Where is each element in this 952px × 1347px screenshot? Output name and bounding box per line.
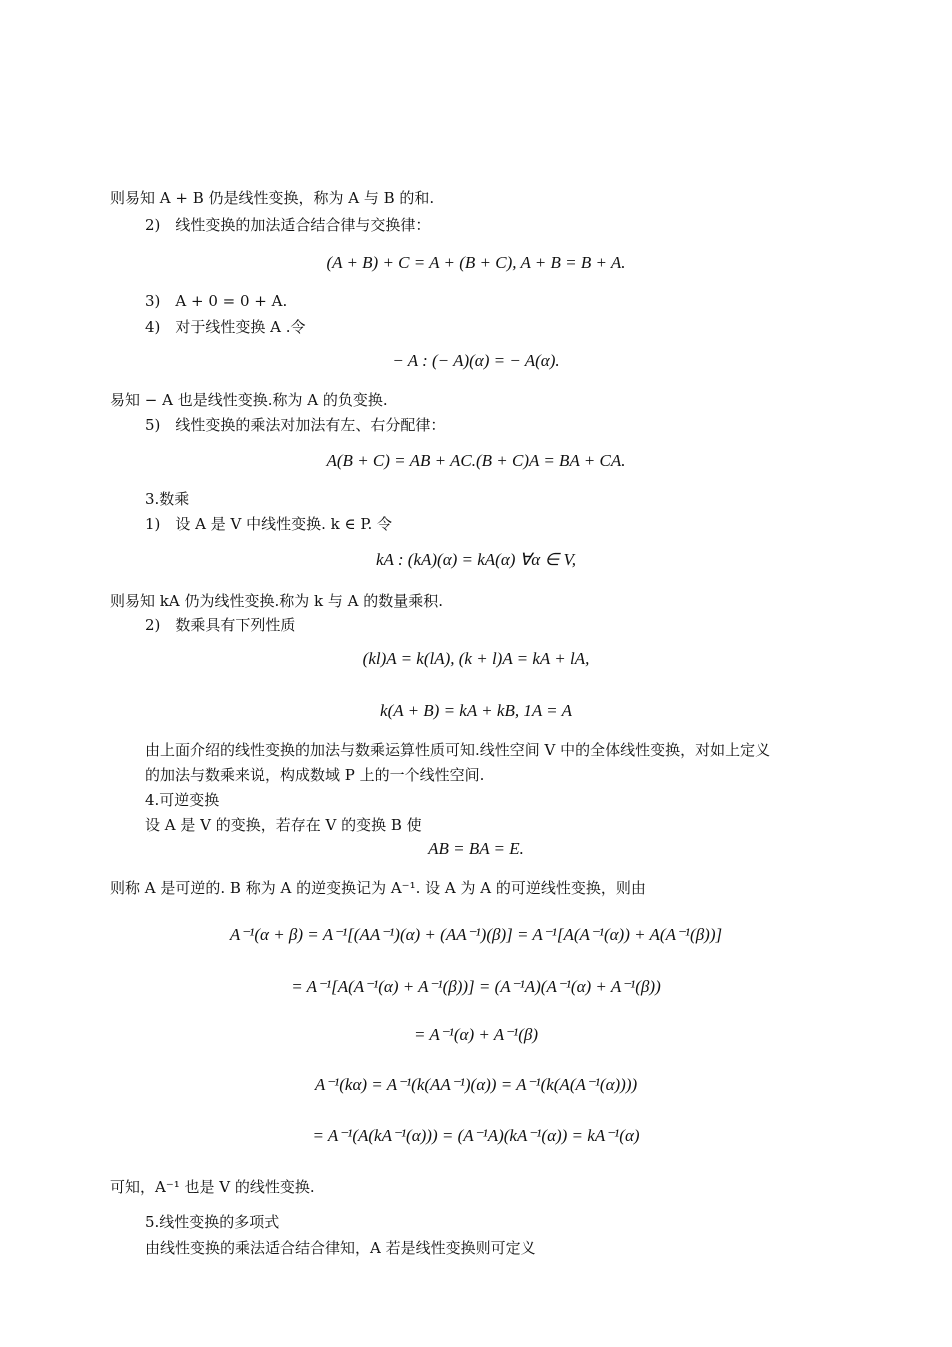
- section-heading: 4.可逆变换: [145, 791, 220, 809]
- text-line: 则易知 A + B 仍是线性变换，称为 A 与 B 的和.: [110, 189, 435, 207]
- equation: A(B + C) = AB + AC.(B + C)A = BA + CA.: [326, 451, 626, 470]
- text-line: 可知，A⁻¹ 也是 V 的线性变换.: [110, 1178, 315, 1196]
- text-line: 的加法与数乘来说，构成数域 P 上的一个线性空间.: [145, 766, 485, 784]
- text-line: 则称 A 是可逆的. B 称为 A 的逆变换记为 A⁻¹. 设 A 为 A 的可逆线性变换，则由: [110, 879, 646, 897]
- equation: A⁻¹(α + β) = A⁻¹[(AA⁻¹)(α) + (AA⁻¹)(β)] = A⁻¹[A(A⁻¹(α)) + A(A⁻¹(β))]: [229, 925, 723, 944]
- text-line: 4) 对于线性变换 A .令: [145, 318, 306, 336]
- text-line: 由线性变换的乘法适合结合律知，A 若是线性变换则可定义: [145, 1239, 536, 1257]
- equation: kA : (kA)(α) = kA(α) ∀α ∈ V,: [376, 550, 576, 569]
- equation: (kl)A = k(lA), (k + l)A = kA + lA,: [362, 649, 590, 668]
- section-heading: 3.数乘: [145, 490, 190, 508]
- text-line: 由上面介绍的线性变换的加法与数乘运算性质可知.线性空间 V 中的全体线性变换，对如上定义: [145, 741, 771, 759]
- text-line: 5) 线性变换的乘法对加法有左、右分配律：: [145, 416, 446, 434]
- text-line: 则易知 kA 仍为线性变换.称为 k 与 A 的数量乘积.: [110, 592, 443, 610]
- text-line: 3) A + 0 = 0 + A.: [145, 292, 288, 310]
- equation: (A + B) + C = A + (B + C), A + B = B + A.: [326, 253, 626, 272]
- equation: AB = BA = E.: [428, 839, 524, 858]
- equation: − A : (− A)(α) = − A(α).: [392, 351, 560, 370]
- section-heading: 5.线性变换的多项式: [145, 1213, 280, 1231]
- equation: A⁻¹(kα) = A⁻¹(k(AA⁻¹)(α)) = A⁻¹(k(A(A⁻¹(α)))): [314, 1075, 638, 1094]
- equation: = A⁻¹(A(kA⁻¹(α))) = (A⁻¹A)(kA⁻¹(α)) = kA⁻¹(α): [312, 1126, 640, 1145]
- equation: = A⁻¹[A(A⁻¹(α) + A⁻¹(β))] = (A⁻¹A)(A⁻¹(α) + A⁻¹(β)): [291, 977, 661, 996]
- text-line: 设 A 是 V 的变换，若存在 V 的变换 B 使: [145, 816, 422, 834]
- text-line: 2) 数乘具有下列性质: [145, 616, 296, 634]
- text-line: 1) 设 A 是 V 中线性变换. k ∈ P. 令: [145, 515, 392, 533]
- text-line: 2) 线性变换的加法适合结合律与交换律：: [145, 216, 431, 234]
- text-line: 易知 − A 也是线性变换.称为 A 的负变换.: [110, 391, 388, 409]
- equation: k(A + B) = kA + kB, 1A = A: [380, 701, 572, 720]
- equation: = A⁻¹(α) + A⁻¹(β): [413, 1025, 539, 1044]
